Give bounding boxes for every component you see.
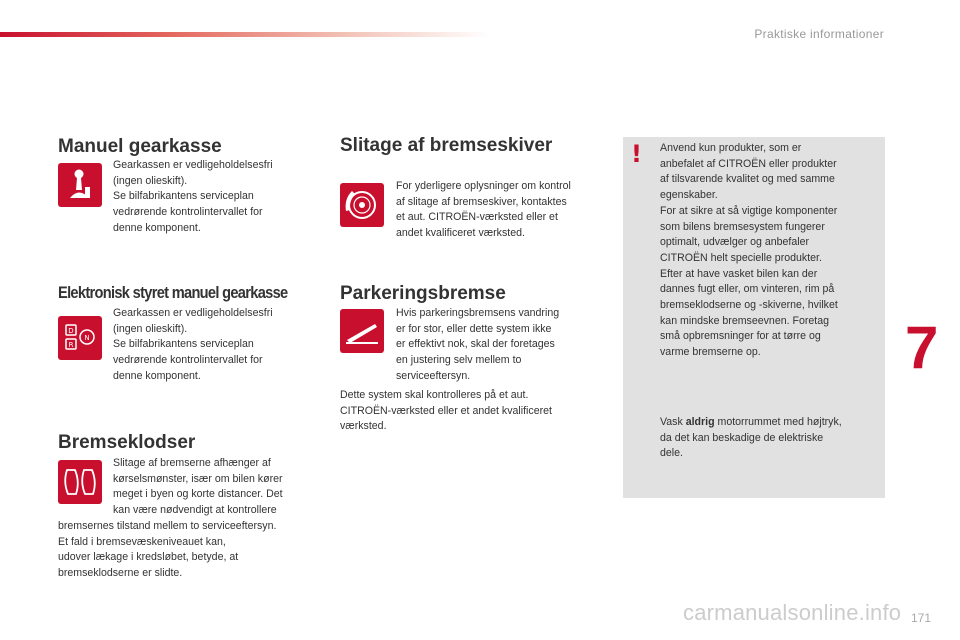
text-line: denne komponent. (113, 369, 201, 382)
wash-prefix: Vask (660, 416, 686, 428)
page-number: 171 (910, 611, 931, 625)
watermark: carmanualsonline.info (683, 600, 902, 625)
brake-pads-text-indented (113, 456, 283, 519)
text-line: Hvis parkeringsbremsens vandring (396, 307, 560, 319)
text-line: varme bremserne op. (660, 346, 761, 359)
parking-brake-title: Parkeringsbremse (340, 283, 506, 304)
text-line: meget i byen og korte distancer. Det (113, 488, 283, 501)
text-line: kan være nødvendigt at kontrollere (113, 504, 277, 517)
text-line: kørselsmønster, især om bilen kører (113, 472, 283, 485)
brake-discs-text (396, 179, 571, 242)
text-line: Anvend kun produkter, som er (660, 142, 802, 154)
text-line: Dette system skal kontrolleres på et aut. (340, 389, 529, 401)
brake-pads-text (58, 519, 276, 582)
text-line: Gearkassen er vedligeholdelsesfri (113, 159, 273, 171)
text-line: dele. (660, 447, 683, 460)
text-line: er effektivt nok, skal der foretages (396, 338, 555, 351)
manual-gearbox-title: Manuel gearkasse (58, 136, 222, 157)
section-title: Praktiske informationer (754, 27, 884, 41)
text-line: Et fald i bremsevæskeniveauet kan, (58, 535, 226, 548)
text-line: dannes fugt eller, om vinteren, rim på (660, 283, 835, 296)
text-line: Efter at have vasket bilen kan der (660, 267, 818, 280)
electronic-gearbox-text (113, 306, 273, 385)
parking-brake-text-indented (396, 306, 559, 385)
text-line: Se bilfabrikantens serviceplan (113, 190, 254, 203)
text-line: Se bilfabrikantens serviceplan (113, 338, 254, 351)
text-line: Gearkassen er vedligeholdelsesfri (113, 307, 273, 319)
brake-disc-icon (340, 183, 384, 227)
text-line: Slitage af bremserne afhænger af (113, 457, 271, 469)
text-line: er for stor, eller dette system ikke (396, 322, 552, 335)
text-line: anbefalet af CITROËN eller produkter (660, 157, 837, 170)
text-line: denne komponent. (113, 221, 201, 234)
text-line: udover lækage i kredsløbet, betyde, at (58, 551, 239, 564)
notice-wash-text (660, 415, 842, 462)
wash-rest: motorrummet med højtryk, (714, 416, 842, 428)
text-line: For at sikre at så vigtige komponenter (660, 204, 838, 217)
electronic-gearbox-title: Elektronisk styret manuel gearkasse (58, 283, 288, 302)
wash-emphasis: aldrig (685, 416, 715, 428)
chapter-number: 7 (905, 314, 939, 381)
brake-discs-title: Slitage af bremseskiver (340, 135, 553, 156)
text-line: af slitage af bremseskiver, kontaktes (396, 195, 567, 208)
text-line: som bilens bremsesystem fungerer (660, 220, 825, 233)
text-line: bremsernes tilstand mellem to serviceeftersyn. (58, 520, 277, 532)
text-line: (ingen olieskift). (113, 174, 188, 187)
text-line: små opbremsninger for at tørre og (660, 330, 821, 343)
text-line: CITROËN-værksted eller et andet kvalificeret (340, 404, 552, 417)
text-line: et aut. CITROËN-værksted eller et (396, 211, 558, 224)
text-line: (ingen olieskift). (113, 322, 188, 335)
parking-brake-lever-icon (340, 309, 384, 353)
gear-selector-icon (58, 316, 102, 360)
parking-brake-text (340, 388, 552, 435)
text-line (660, 415, 842, 431)
text-line: serviceeftersyn. (396, 369, 471, 382)
text-line: vedrørende kontrolintervallet for (113, 206, 263, 219)
brake-pads-icon (58, 460, 102, 504)
brake-pads-title: Bremseklodser (58, 432, 196, 453)
text-line: CITROËN helt specielle produkter. (660, 251, 822, 264)
text-line: egenskaber. (660, 189, 718, 202)
text-line: af tilsvarende kvalitet og med samme (660, 173, 835, 186)
gear-lever-icon (58, 163, 102, 207)
text-line: vedrørende kontrolintervallet for (113, 354, 263, 367)
text-line: kan mindske bremseevnen. Foretag (660, 314, 829, 327)
manual-gearbox-text (113, 158, 273, 237)
text-line: andet kvalificeret værksted. (396, 227, 525, 240)
svg-text:R: R (68, 341, 74, 349)
warning-icon: ! (631, 140, 642, 168)
notice-text (660, 141, 838, 361)
svg-text:N: N (84, 334, 90, 342)
text-line: værksted. (340, 420, 387, 433)
svg-text:D: D (68, 327, 74, 335)
text-line: For yderligere oplysninger om kontrol (396, 180, 571, 192)
text-line: da det kan beskadige de elektriske (660, 431, 824, 444)
text-line: bremseklodserne er slidte. (58, 567, 183, 580)
text-line: bremseklodserne og -skiverne, hvilket (660, 299, 838, 312)
text-line: en justering selv mellem to (396, 354, 522, 367)
header-color-bar (0, 32, 490, 37)
text-line: optimalt, udvælger og anbefaler (660, 236, 809, 249)
